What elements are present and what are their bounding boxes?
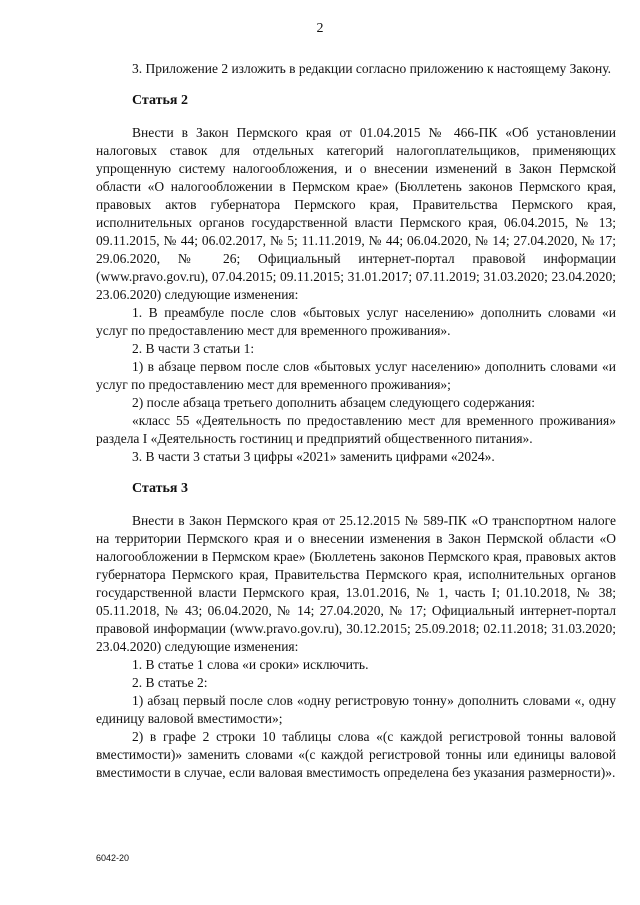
article-3-heading: Статья 3 bbox=[132, 481, 188, 496]
page-number: 2 bbox=[316, 21, 324, 36]
document-code: 6042-20 bbox=[96, 853, 130, 863]
article-3-item: 1. В статье 1 слова «и сроки» исключить. bbox=[132, 657, 369, 672]
document-body bbox=[96, 60, 616, 782]
intro-item-3: 3. Приложение 2 изложить в редакции согласно приложению к настоящему Закону. bbox=[132, 61, 611, 76]
article-2-item: «класс 55 «Деятельность по предоставлению мест для временного проживания» раздела I «Деятельность гостиниц и предприятий общественного питания». bbox=[96, 413, 616, 446]
article-3-item: 1) абзац первый после слов «одну регистровую тонну» дополнить словами «, одну единицу валовой вместимости»; bbox=[96, 693, 616, 726]
article-3-item: 2. В статье 2: bbox=[132, 675, 208, 690]
article-2-heading: Статья 2 bbox=[132, 93, 188, 108]
article-2-item: 2) после абзаца третьего дополнить абзацем следующего содержания: bbox=[132, 395, 535, 410]
article-3-item: 2) в графе 2 строки 10 таблицы слова «(с каждой регистровой тонны валовой вместимости)» заменить словами «(с каждой регистровой тонны или единицы валовой вместимости в случае, если валовая вместимость определена без указания размерности)». bbox=[96, 729, 616, 780]
article-2-item: 1. В преамбуле после слов «бытовых услуг населению» дополнить словами «и услуг по предоставлению мест для временного проживания». bbox=[96, 305, 616, 338]
article-2-item: 2. В части 3 статьи 1: bbox=[132, 341, 255, 356]
article-2-item: 3. В части 3 статьи 3 цифры «2021» заменить цифрами «2024». bbox=[132, 449, 495, 464]
article-3-body: Внести в Закон Пермского края от 25.12.2015 № 589-ПК «О транспортном налоге на территории Пермского края и о внесении изменения в Закон Пермской области «О налогообложении в Пермском крае» (Бюллетень законов Пермского края, правовых актов губернатора Пермского края, Правительства Пермского края, исполнительных органов государственной власти Пермского края, 13.01.2016, № 1, часть I; 01.10.2018, № 38; 05.11.2018, № 43; 06.04.2020, № 14; 27.04.2020, № 17; Официальный интернет-портал правовой информации (www.pravo.gov.ru), 30.12.2015; 25.09.2018; 02.11.2018; 31.03.2020; 23.04.2020) следующие изменения: bbox=[96, 513, 616, 654]
article-2-item: 1) в абзаце первом после слов «бытовых услуг населению» дополнить словами «и услуг по предоставлению мест для временного проживания»; bbox=[96, 359, 616, 392]
article-2-body: Внести в Закон Пермского края от 01.04.2015 № 466-ПК «Об установлении налоговых ставок для отдельных категорий налогоплательщиков, применяющих упрощенную систему налогообложения, и о внесении изменений в Закон Пермской области «О налогообложении в Пермском крае» (Бюллетень законов Пермского края, правовых актов губернатора Пермского края, Правительства Пермского края, исполнительных органов государственной власти Пермского края, 06.04.2015, № 13; 09.11.2015, № 44; 06.02.2017, № 5; 11.11.2019, № 44; 06.04.2020, № 14; 27.04.2020, № 17; 29.06.2020, № 26; Официальный интернет-портал правовой информации (www.pravo.gov.ru), 07.04.2015; 09.11.2015; 31.01.2017; 07.11.2019; 31.03.2020; 23.04.2020; 23.06.2020) следующие изменения: bbox=[96, 125, 616, 302]
